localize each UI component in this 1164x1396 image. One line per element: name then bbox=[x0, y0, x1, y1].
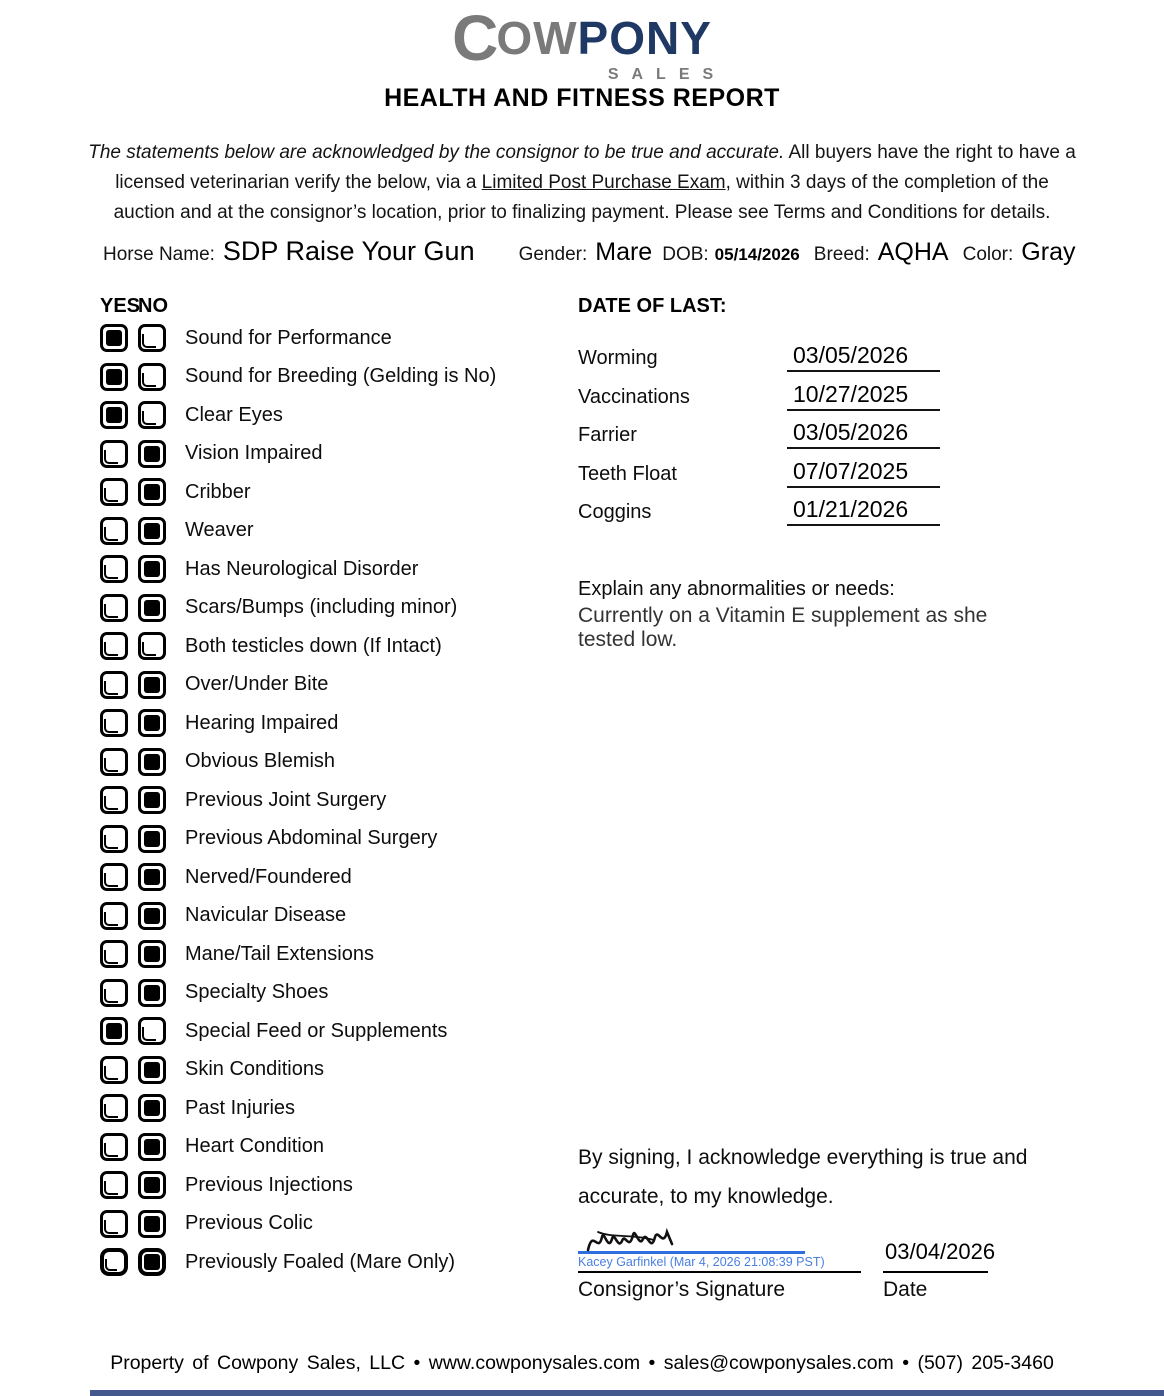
checklist-item-label: Past Injuries bbox=[185, 1096, 296, 1119]
checklist-item-label: Over/Under Bite bbox=[185, 673, 329, 696]
color-label: Color: bbox=[962, 244, 1014, 265]
no-checkbox[interactable] bbox=[138, 902, 166, 930]
yes-checkbox[interactable] bbox=[100, 748, 128, 776]
abnormalities-label: Explain any abnormalities or needs: bbox=[578, 577, 895, 600]
checklist-item-label: Navicular Disease bbox=[185, 904, 347, 927]
yes-checkbox[interactable] bbox=[100, 1248, 128, 1276]
checklist-item-label: Hearing Impaired bbox=[185, 711, 339, 734]
checklist-row bbox=[100, 666, 570, 705]
checklist-item-label: Nerved/Foundered bbox=[185, 865, 352, 888]
no-column-header: NO bbox=[138, 295, 168, 317]
page-bottom-bar bbox=[90, 1390, 1164, 1396]
date-row-label: Worming bbox=[578, 347, 658, 370]
yes-checkbox[interactable] bbox=[100, 1056, 128, 1084]
logo-wordmark bbox=[452, 2, 712, 74]
no-checkbox[interactable] bbox=[138, 709, 166, 737]
no-checkbox[interactable] bbox=[138, 401, 166, 429]
checklist-row bbox=[100, 1166, 570, 1205]
date-value-field[interactable]: 01/21/2026 bbox=[787, 496, 940, 526]
checklist-row bbox=[100, 627, 570, 666]
esign-underline bbox=[578, 1251, 805, 1254]
logo-pony-text: PONY bbox=[577, 12, 712, 64]
checklist-item-label: Previous Injections bbox=[185, 1173, 353, 1196]
yes-checkbox[interactable] bbox=[100, 632, 128, 660]
no-checkbox[interactable] bbox=[138, 1094, 166, 1122]
checklist-row bbox=[100, 1243, 570, 1282]
no-checkbox[interactable] bbox=[138, 1056, 166, 1084]
horse-info-line bbox=[103, 236, 1124, 267]
no-checkbox[interactable] bbox=[138, 478, 166, 506]
checklist-item-label: Special Feed or Supplements bbox=[185, 1019, 448, 1042]
checklist-row bbox=[100, 1012, 570, 1051]
no-checkbox[interactable] bbox=[138, 825, 166, 853]
date-row bbox=[578, 488, 998, 526]
no-checkbox[interactable] bbox=[138, 1210, 166, 1238]
checklist-row bbox=[100, 1128, 570, 1167]
dob-value: 05/14/2026 bbox=[714, 245, 800, 264]
no-checkbox[interactable] bbox=[138, 632, 166, 660]
yes-checkbox[interactable] bbox=[100, 517, 128, 545]
checklist-row bbox=[100, 319, 570, 358]
logo-sales-text: SALES bbox=[607, 66, 727, 83]
no-checkbox[interactable] bbox=[138, 863, 166, 891]
yes-checkbox[interactable] bbox=[100, 825, 128, 853]
checklist-row bbox=[100, 781, 570, 820]
checklist-item-label: Previous Colic bbox=[185, 1212, 313, 1235]
date-of-last-section bbox=[578, 295, 998, 652]
horse-name-value: SDP Raise Your Gun bbox=[222, 236, 475, 266]
checklist-item-label: Sound for Performance bbox=[185, 326, 392, 349]
checklist-item-label: Vision Impaired bbox=[185, 442, 323, 465]
consignor-signature-label: Consignor’s Signature bbox=[578, 1278, 786, 1301]
checklist-row bbox=[100, 1089, 570, 1128]
signature-block bbox=[578, 1138, 1098, 1302]
checklist-item-label: Mane/Tail Extensions bbox=[185, 942, 374, 965]
checklist-row bbox=[100, 974, 570, 1013]
yes-checkbox[interactable] bbox=[100, 363, 128, 391]
footer-contact-line: Property of Cowpony Sales, LLC • www.cowponysales.com • sales@cowponysales.com • (507) 205-3460 bbox=[110, 1352, 1054, 1374]
checklist-item-label: Scars/Bumps (including minor) bbox=[185, 596, 458, 619]
checklist-row bbox=[100, 743, 570, 782]
yes-checkbox[interactable] bbox=[100, 709, 128, 737]
no-checkbox[interactable] bbox=[138, 1017, 166, 1045]
checklist-item-label: Obvious Blemish bbox=[185, 750, 336, 773]
signature-area bbox=[578, 1224, 1098, 1302]
yes-no-header bbox=[100, 295, 570, 319]
date-row-label: Vaccinations bbox=[578, 385, 690, 408]
yes-checkbox[interactable] bbox=[100, 1017, 128, 1045]
yes-checkbox[interactable] bbox=[100, 1094, 128, 1122]
no-checkbox[interactable] bbox=[138, 440, 166, 468]
no-checkbox[interactable] bbox=[138, 555, 166, 583]
checklist-item-label: Clear Eyes bbox=[185, 403, 283, 426]
cowpony-logo bbox=[0, 2, 1164, 84]
yes-checkbox[interactable] bbox=[100, 863, 128, 891]
yes-checkbox[interactable] bbox=[100, 1171, 128, 1199]
yes-checkbox[interactable] bbox=[100, 401, 128, 429]
dob-label: DOB: bbox=[662, 244, 709, 265]
signature-date-value: 03/04/2026 bbox=[885, 1239, 996, 1264]
checklist-row bbox=[100, 935, 570, 974]
checklist-item-label: Previous Joint Surgery bbox=[185, 788, 387, 811]
consignor-signature-field bbox=[578, 1224, 861, 1302]
date-row bbox=[578, 411, 998, 449]
no-checkbox[interactable] bbox=[138, 363, 166, 391]
disclaimer-text-2: , within 3 days of the completion of the auction and at the consignor’s location, prior to finalizing payment. Please see Terms and Conditions for details. bbox=[113, 172, 1051, 223]
date-row-label: Teeth Float bbox=[578, 462, 677, 485]
no-checkbox[interactable] bbox=[138, 786, 166, 814]
abnormalities-value[interactable]: Currently on a Vitamin E supplement as she tested low. bbox=[578, 603, 988, 651]
no-checkbox[interactable] bbox=[138, 671, 166, 699]
yes-checkbox[interactable] bbox=[100, 1133, 128, 1161]
yes-no-checklist bbox=[100, 295, 570, 1282]
esign-stamp-text: Kacey Garfinkel (Mar 4, 2026 21:08:39 PST) bbox=[578, 1255, 825, 1269]
no-checkbox[interactable] bbox=[138, 1248, 166, 1276]
checklist-item-label: Heart Condition bbox=[185, 1135, 324, 1158]
yes-checkbox[interactable] bbox=[100, 440, 128, 468]
no-checkbox[interactable] bbox=[138, 1171, 166, 1199]
date-row bbox=[578, 372, 998, 410]
disclaimer-italic-text: The statements below are acknowledged by the consignor to be true and accurate. bbox=[88, 142, 785, 163]
checklist-row bbox=[100, 550, 570, 589]
no-checkbox[interactable] bbox=[138, 594, 166, 622]
yes-checkbox[interactable] bbox=[100, 671, 128, 699]
horse-name-label: Horse Name: bbox=[103, 244, 215, 265]
checklist-row bbox=[100, 512, 570, 551]
date-value-field[interactable]: 03/05/2026 bbox=[787, 342, 940, 372]
checklist-item-label: Specialty Shoes bbox=[185, 981, 329, 1004]
color-value: Gray bbox=[1021, 238, 1076, 266]
checklist-row bbox=[100, 1051, 570, 1090]
checklist-item-label: Previous Abdominal Surgery bbox=[185, 827, 438, 850]
signature-date-field bbox=[883, 1224, 996, 1302]
checklist-item-label: Sound for Breeding (Gelding is No) bbox=[185, 365, 497, 388]
no-checkbox[interactable] bbox=[138, 748, 166, 776]
checklist-row bbox=[100, 435, 570, 474]
yes-checkbox[interactable] bbox=[100, 1210, 128, 1238]
yes-checkbox[interactable] bbox=[100, 979, 128, 1007]
checklist-row bbox=[100, 820, 570, 859]
breed-value: AQHA bbox=[877, 238, 949, 266]
date-row bbox=[578, 449, 998, 487]
date-value-field[interactable]: 03/05/2026 bbox=[787, 419, 940, 449]
yes-checkbox[interactable] bbox=[100, 786, 128, 814]
disclaimer-exam-term: Limited Post Purchase Exam bbox=[481, 172, 726, 193]
checklist-rows bbox=[100, 319, 570, 1282]
date-value-field[interactable]: 07/07/2025 bbox=[787, 458, 940, 488]
checklist-row bbox=[100, 897, 570, 936]
date-label: Date bbox=[883, 1278, 928, 1301]
no-checkbox[interactable] bbox=[138, 324, 166, 352]
checklist-item-label: Both testicles down (If Intact) bbox=[185, 634, 442, 657]
logo-cow-text: OW bbox=[496, 12, 578, 64]
yes-column-header: YES bbox=[100, 295, 141, 317]
yes-checkbox[interactable] bbox=[100, 902, 128, 930]
gender-value: Mare bbox=[595, 238, 653, 266]
checklist-row bbox=[100, 858, 570, 897]
no-checkbox[interactable] bbox=[138, 940, 166, 968]
checklist-item-label: Weaver bbox=[185, 519, 254, 542]
signing-statement bbox=[578, 1138, 1098, 1216]
date-of-last-header: DATE OF LAST: bbox=[578, 295, 727, 317]
checklist-row bbox=[100, 704, 570, 743]
checklist-row bbox=[100, 396, 570, 435]
logo-letter-c: C bbox=[452, 2, 497, 74]
breed-label: Breed: bbox=[813, 244, 870, 265]
checklist-row bbox=[100, 358, 570, 397]
gender-label: Gender: bbox=[518, 244, 588, 265]
yes-checkbox[interactable] bbox=[100, 478, 128, 506]
checklist-row bbox=[100, 589, 570, 628]
date-row-label: Farrier bbox=[578, 424, 637, 447]
date-rule-line bbox=[883, 1271, 988, 1273]
checklist-row bbox=[100, 473, 570, 512]
yes-checkbox[interactable] bbox=[100, 324, 128, 352]
checklist-item-label: Has Neurological Disorder bbox=[185, 557, 419, 580]
date-rows bbox=[578, 334, 998, 526]
signature-rule-line bbox=[578, 1271, 861, 1273]
signing-statement-line2: accurate, to my knowledge. bbox=[578, 1185, 834, 1208]
abnormalities-section bbox=[578, 578, 998, 652]
no-checkbox[interactable] bbox=[138, 1133, 166, 1161]
disclaimer-paragraph bbox=[88, 138, 1076, 228]
no-checkbox[interactable] bbox=[138, 517, 166, 545]
no-checkbox[interactable] bbox=[138, 979, 166, 1007]
signing-statement-line1: By signing, I acknowledge everything is true and bbox=[578, 1146, 1028, 1169]
date-row bbox=[578, 334, 998, 372]
checklist-item-label: Skin Conditions bbox=[185, 1058, 324, 1081]
yes-checkbox[interactable] bbox=[100, 555, 128, 583]
checklist-item-label: Cribber bbox=[185, 480, 251, 503]
yes-checkbox[interactable] bbox=[100, 594, 128, 622]
page-title: HEALTH AND FITNESS REPORT bbox=[384, 84, 780, 112]
date-row-label: Coggins bbox=[578, 500, 652, 523]
date-value-field[interactable]: 10/27/2025 bbox=[787, 381, 940, 411]
checklist-item-label: Previously Foaled (Mare Only) bbox=[185, 1250, 456, 1273]
checklist-row bbox=[100, 1205, 570, 1244]
disclaimer-text-1: All buyers have the right to have a licensed veterinarian verify the below, via a bbox=[115, 142, 1076, 193]
yes-checkbox[interactable] bbox=[100, 940, 128, 968]
